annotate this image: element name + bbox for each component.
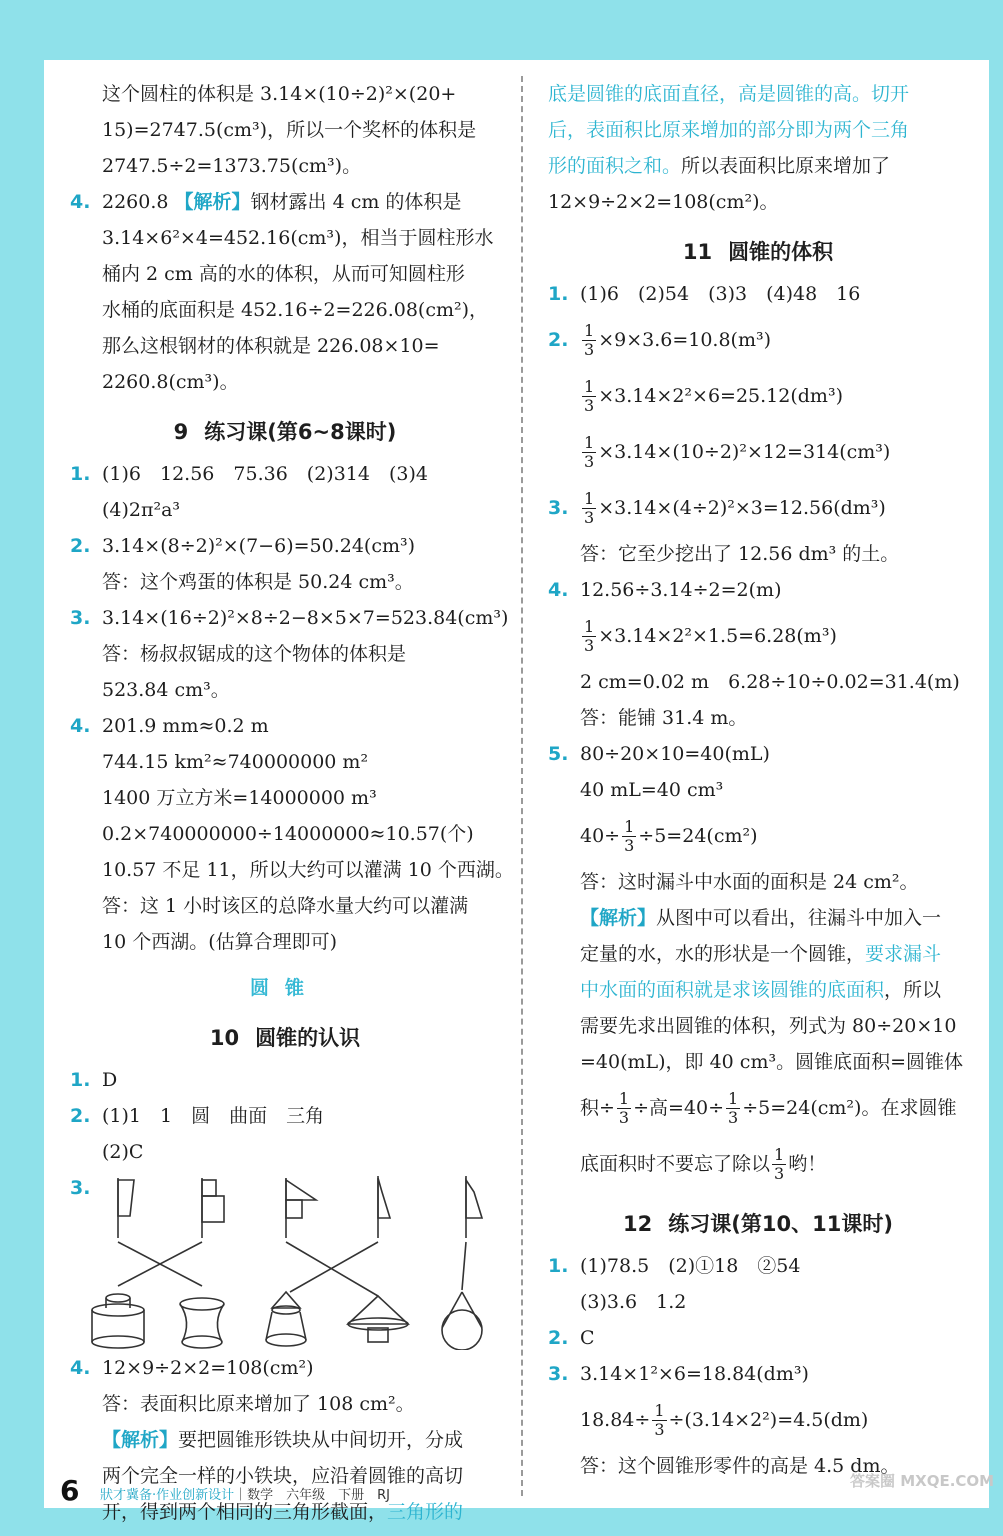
text-line: 开，得到两个相同的三角形截面，三角形的 (102, 1501, 464, 1523)
fraction: $\frac{1}{3}$ (654, 1400, 665, 1439)
answer-2: 2. 3.14×(8÷2)²×(7−6)=50.24(cm³) (70, 535, 416, 557)
answer-3: 3. 3.14×1²×6=18.84(dm³) (548, 1363, 809, 1385)
text-line: 2747.5÷2=1373.75(cm³)。 (102, 155, 362, 177)
flag-shape-3 (286, 1178, 316, 1238)
text-line: 523.84 cm³。 (102, 679, 230, 701)
text-line: 答：这个圆锥形零件的高是 4.5 dm。 (580, 1455, 900, 1477)
text-line: 40 mL=40 cm³ (580, 779, 724, 801)
text-line: 答：能铺 31.4 m。 (580, 707, 748, 729)
flag-shape-5 (466, 1176, 482, 1238)
fraction: $\frac{1}{3}$ (774, 1144, 785, 1183)
solid-hourglass (180, 1298, 224, 1348)
text-line: 744.15 km²≈740000000 m² (102, 751, 369, 773)
text-line: 答：杨叔叔锯成的这个物体的体积是 (102, 643, 407, 665)
flag-shape-1 (118, 1178, 134, 1238)
answer-4: 4. 2260.8 【解析】钢材露出 4 cm 的体积是 (70, 191, 462, 213)
analysis-line: 【解析】要把圆锥形铁块从中间切开，分成 (102, 1429, 464, 1451)
answer-2: 2. (1)1 1 圆 曲面 三角 (70, 1105, 325, 1127)
answer-5: 5. 80÷20×10=40(mL) (548, 743, 770, 765)
right-column (548, 76, 968, 1484)
answer-1: 1. (1)6 12.56 75.36 (2)314 (3)4 (70, 463, 428, 485)
text-line: 桶内 2 cm 高的水的体积，从而可知圆柱形 (102, 263, 465, 285)
answer-2: 2. C (548, 1327, 595, 1349)
answer-4: 4. 201.9 mm≈0.2 m (70, 715, 269, 737)
fraction: $\frac{1}{3}$ (584, 320, 595, 359)
formula-line: 积÷ $\frac{1}{3}$ ÷高=40÷ $\frac{1}{3}$ ÷5=24(cm²)。在求圆锥 (580, 1088, 957, 1127)
formula-line: $\frac{1}{3}$ ×3.14×(10÷2)²×12=314(cm³) (584, 432, 891, 471)
text-line: 答：表面积比原来增加了 108 cm²。 (102, 1393, 415, 1415)
answer-3: 3. 3.14×(16÷2)²×8÷2−8×5×7=523.84(cm³) (70, 607, 509, 629)
text-line: 1400 万立方米=14000000 m³ (102, 787, 377, 809)
text-line: 这个圆柱的体积是 3.14×(10÷2)²×(20+ (102, 83, 457, 105)
footer-info: 狀才冀备·作业创新设计｜数学 六年级 下册 RJ (100, 1488, 391, 1503)
text-line: 中水面的面积就是求该圆锥的底面积，所以 (580, 979, 942, 1001)
text-line: 10 个西湖。(估算合理即可) (102, 931, 338, 953)
section-11-heading: 11 圆锥的体积 (682, 240, 834, 264)
flag-shape-2 (202, 1178, 224, 1238)
answer-1: 1. (1)78.5 (2)①18 ②54 (548, 1255, 801, 1277)
formula-line: $\frac{1}{3}$ ×3.14×2²×6=25.12(dm³) (584, 376, 843, 415)
answer-4: 4. 12.56÷3.14÷2=2(m) (548, 579, 782, 601)
answer-3: 3. (70, 1177, 91, 1199)
text-line: 3.14×6²×4=452.16(cm³)，相当于圆柱形水 (102, 227, 494, 249)
formula-line: 40÷ $\frac{1}{3}$ ÷5=24(cm²) (580, 816, 758, 855)
text-line: 后，表面积比原来增加的部分即为两个三角 (548, 119, 910, 141)
page-number: 6 (60, 1474, 80, 1507)
text-line: 需要先求出圆锥的体积，列式为 80÷20×10 (580, 1015, 957, 1037)
text-line: 15)=2747.5(cm³)，所以一个奖杯的体积是 (102, 119, 477, 141)
fraction: $\frac{1}{3}$ (584, 376, 595, 415)
text-line: 答：这时漏斗中水面的面积是 24 cm²。 (580, 871, 919, 893)
text-line: 答：这个鸡蛋的体积是 50.24 cm³。 (102, 571, 414, 593)
text-line: (2)C (102, 1141, 144, 1163)
fraction: $\frac{1}{3}$ (584, 488, 595, 527)
text-line: 12×9÷2×2=108(cm²)。 (548, 191, 779, 213)
text-line: 答：这 1 小时该区的总降水量大约可以灌满 (102, 895, 469, 917)
text-line: =40(mL)，即 40 cm³。圆锥底面积=圆锥体 (580, 1051, 964, 1073)
answer-1: 1. (1)6 (2)54 (3)3 (4)48 16 (548, 283, 861, 305)
fraction: $\frac{1}{3}$ (624, 816, 635, 855)
text-line: 答：它至少挖出了 12.56 dm³ 的土。 (580, 543, 900, 565)
solid-cone-on-cylinder (266, 1292, 306, 1346)
answer-3: 3. $\frac{1}{3}$ ×3.14×(4÷2)²×3=12.56(dm³) (548, 488, 886, 527)
formula-line: $\frac{1}{3}$ ×3.14×2²×1.5=6.28(m³) (584, 616, 837, 655)
text-line: 2260.8(cm³)。 (102, 371, 239, 393)
answer-1: 1. D (70, 1069, 118, 1091)
section-12-heading: 12 练习课(第10、11课时) (623, 1212, 893, 1236)
answer-4: 4. 12×9÷2×2=108(cm²) (70, 1357, 314, 1379)
fraction: $\frac{1}{3}$ (584, 432, 595, 471)
text-line: 那么这根钢材的体积就是 226.08×10= (102, 335, 440, 357)
solid-cone-sphere (442, 1292, 482, 1350)
text-line: 2 cm=0.02 m 6.28÷10÷0.02=31.4(m) (580, 671, 960, 693)
formula-line: 底面积时不要忘了除以 $\frac{1}{3}$ 哟！ (580, 1144, 827, 1183)
text-line: 形的面积之和。所以表面积比原来增加了 (548, 155, 891, 177)
section-9-heading: 9 练习课(第6~8课时) (173, 420, 397, 444)
fraction: $\frac{1}{3}$ (618, 1088, 630, 1127)
fraction: $\frac{1}{3}$ (728, 1088, 739, 1127)
formula-line: 18.84÷ $\frac{1}{3}$ ÷(3.14×2²)=4.5(dm) (580, 1400, 869, 1439)
text-line: 定量的水，水的形状是一个圆锥，要求漏斗 (580, 943, 942, 965)
text-line: (4)2π²a³ (102, 499, 181, 521)
text-line: 0.2×740000000÷14000000≈10.57(个) (102, 823, 474, 845)
column-divider (521, 76, 523, 1496)
analysis-line: 【解析】从图中可以看出，往漏斗中加入一 (580, 907, 942, 929)
solid-cylinders (92, 1294, 144, 1348)
text-line: 两个完全一样的小铁块，应沿着圆锥的高切 (102, 1465, 464, 1487)
text-line: (3)3.6 1.2 (580, 1291, 687, 1313)
solid-cone-with-cylinder (348, 1296, 408, 1342)
text-line: 底是圆锥的底面直径，高是圆锥的高。切开 (548, 83, 910, 105)
fraction: $\frac{1}{3}$ (584, 616, 595, 655)
analysis-tag: 【解析】 (174, 191, 251, 213)
watermark: 答案圈 MXQE.COM (850, 1472, 995, 1490)
text-line: 10.57 不足 11，所以大约可以灌满 10 个西湖。 (102, 859, 514, 881)
unit-heading: 圆锥 (249, 977, 320, 999)
section-10-heading: 10 圆锥的认识 (209, 1026, 361, 1050)
text-line: 水桶的底面积是 452.16÷2=226.08(cm²)， (102, 299, 489, 321)
flag-shape-4 (378, 1176, 390, 1238)
answer-2: 2. $\frac{1}{3}$ ×9×3.6=10.8(m³) (548, 320, 772, 359)
left-column (70, 76, 514, 1530)
rotation-matching-figure (70, 1172, 500, 1350)
